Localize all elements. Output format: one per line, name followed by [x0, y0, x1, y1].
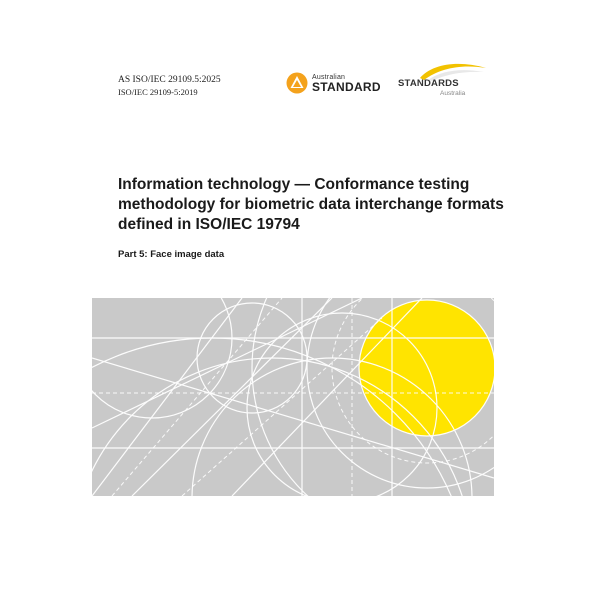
- designation: AS ISO/IEC 29109.5:2025: [118, 75, 221, 85]
- cover-geometric-pattern: [92, 298, 494, 496]
- document-title: Information technology — Conformance testing methodology for biometric data interchange formats defined in ISO/IEC 19794: [118, 176, 504, 233]
- australian-standard-logo: [286, 72, 381, 94]
- australian-standard-small-text: Australian: [312, 73, 346, 81]
- cover-graphic: [92, 298, 494, 496]
- australian-standard-triangle-icon: [286, 72, 308, 94]
- document-designations: [118, 74, 221, 98]
- standards-australia-name: STANDARDS: [398, 78, 459, 89]
- australian-standard-big-text: STANDARD: [312, 79, 381, 94]
- document-part: Part 5: Face image data: [118, 249, 225, 260]
- standards-australia-sub: Australia: [440, 90, 466, 97]
- source-designation: ISO/IEC 29109-5:2019: [118, 87, 198, 97]
- standards-australia-logo: [396, 60, 488, 100]
